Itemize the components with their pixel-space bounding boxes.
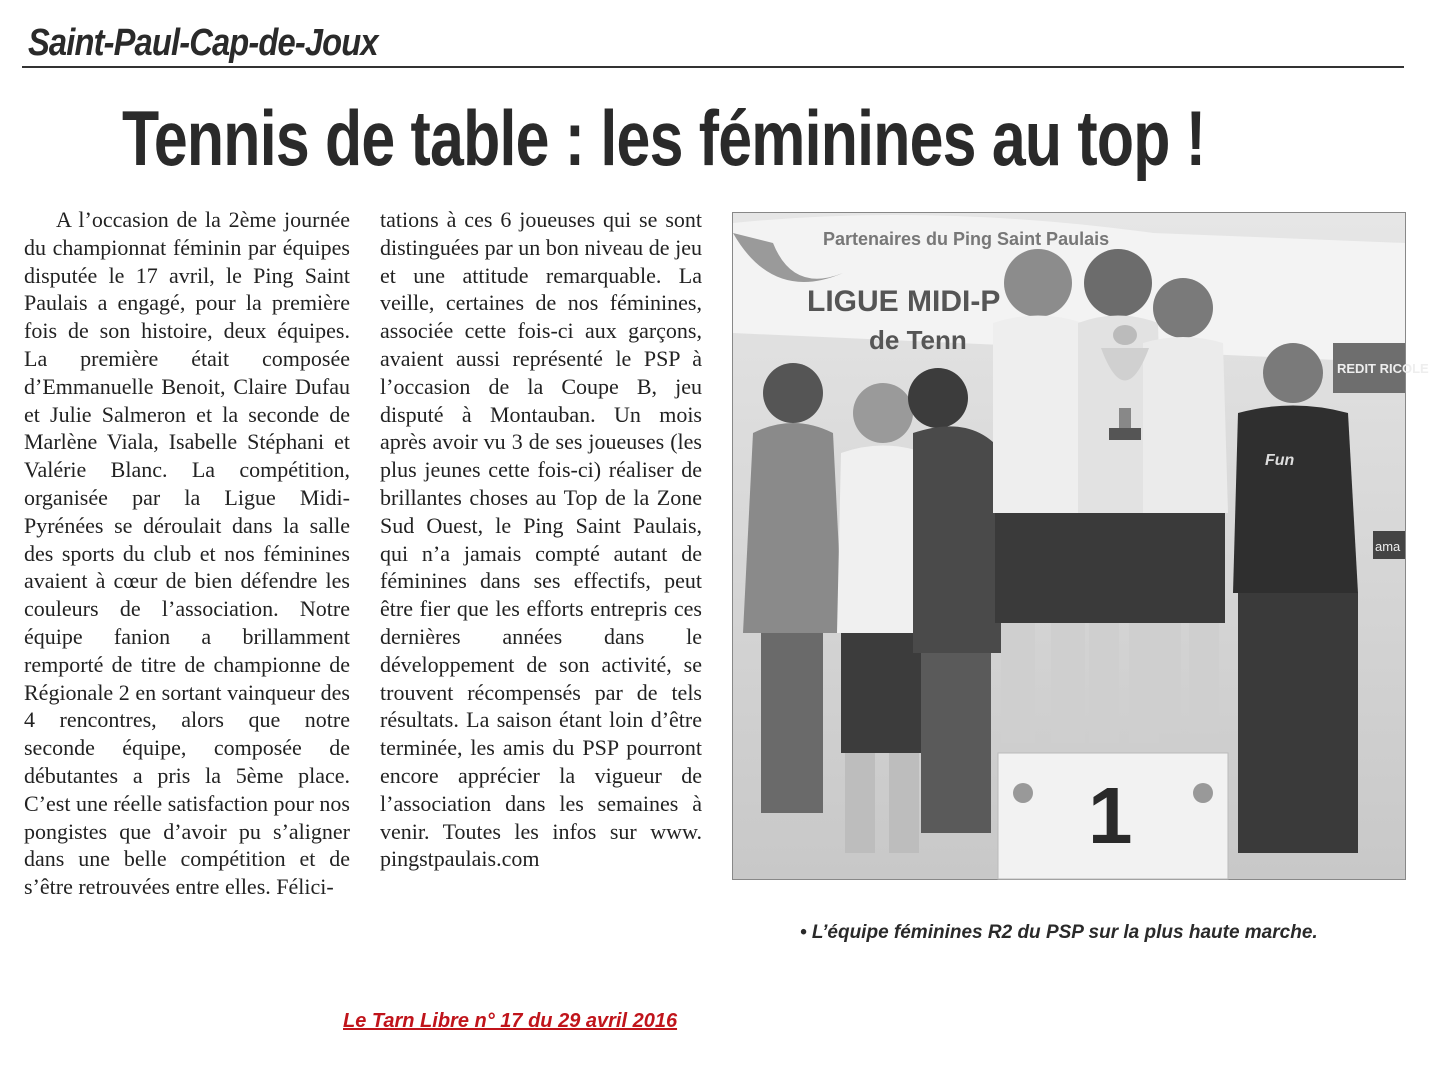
header-rule (22, 66, 1404, 68)
banner-top-text: Partenaires du Ping Saint Paulais (823, 229, 1110, 249)
jacket-text: Fun (1265, 452, 1295, 469)
team-photo-illustration (733, 213, 1429, 879)
headline: Tennis de table : les féminines au top ! (122, 94, 1206, 182)
sponsor-text-2: ama (1375, 539, 1401, 554)
section-title: Saint-Paul-Cap-de-Joux (28, 22, 378, 64)
sponsor-text: REDIT RICOLE (1337, 361, 1429, 376)
column-1-text: A l’occasion de la 2ème journée du championnat féminin par équipes disputée le 17 avril, le Ping Saint Paulais a engagé, pour la première fois de son histoire, deux équipes. La première était composée d’Emmanuelle Benoit, Claire Dufau et Julie Salmeron et la seconde de Marlène Viala, Isabelle Stéphani et Valérie Blanc. La compétition, organisée par la Ligue Midi-Pyrénées se déroulait dans la salle des sports du club et nos féminines avaient à cœur de bien défendre les couleurs de l’association. Notre équipe fanion a brillamment remporté de titre de championne de Régionale 2 en sortant vainqueur des 4 rencontres, alors que notre seconde équipe, composée de débutantes a pris la 5ème place. C’est une réelle satisfaction pour nos pongistes que d’avoir pu s’aligner dans une belle compétition et de s’être retrouvées entre elles. Félici- (24, 207, 350, 900)
photo-caption: • L’équipe féminines R2 du PSP sur la plus haute marche. (800, 922, 1318, 943)
team-photo (732, 212, 1429, 880)
podium-logo-left (1013, 783, 1033, 803)
podium-number: 1 (1088, 771, 1133, 860)
article-column-2 (380, 206, 702, 873)
banner-tennis-text: de Tenn (869, 325, 967, 355)
column-2-text: tations à ces 6 joueuses qui se sont distinguées par un bon niveau de jeu et une attitude remarquable. La veille, certaines de nos féminines, associée cette fois-ci aux garçons, avaient aussi représenté le PSP à l’occasion de la Coupe B, jeu disputé à Montauban. Un mois après avoir vu 3 de ses joueuses (les plus jeunes cette fois-ci) réaliser de brillantes choses au Top de la Zone Sud Ouest, le Ping Saint Paulais, qui n’a jamais compté autant de féminines dans ses effectifs, peut être fier que les efforts entrepris ces dernières années dans le développement de son activité, se trouvent récompensés par de tels résultats. La saison étant loin d’être terminée, les amis du PSP pourront encore apprécier la vigueur de l’association dans les semaines à venir. Toutes les infos sur www. pingstpaulais.com (380, 207, 702, 872)
podium-logo-right (1193, 783, 1213, 803)
source-citation: Le Tarn Libre n° 17 du 29 avril 2016 (343, 1010, 678, 1032)
coach (1233, 343, 1358, 853)
banner-ligue-text: LIGUE MIDI-P (807, 285, 1001, 318)
article-column-1 (24, 206, 350, 901)
